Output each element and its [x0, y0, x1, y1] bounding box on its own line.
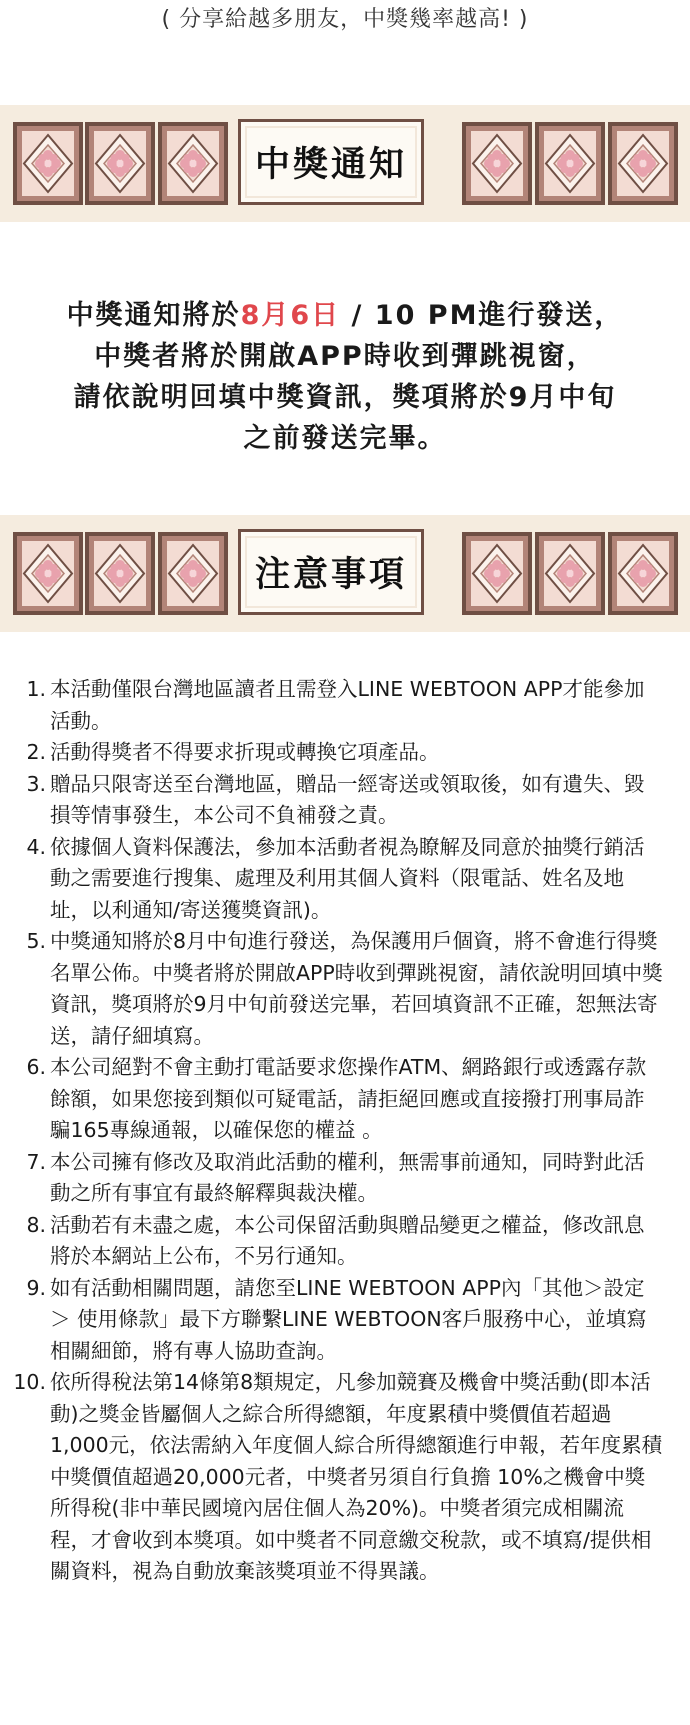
ornament-tile-icon: [84, 531, 156, 616]
ornament-tile-icon: [534, 531, 606, 616]
note-number: 7.: [26, 1149, 46, 1174]
winner-announcement: [0, 295, 690, 459]
note-text: 活動若有未盡之處，本公司保留活動與贈品變更之權益，修改訊息將於本網站上公布，不另行通知。: [50, 1212, 645, 1268]
banner-title-winner: 中獎通知: [238, 119, 424, 205]
note-number: 6.: [26, 1055, 46, 1079]
ornament-tile-icon: [157, 531, 229, 616]
note-number: 4.: [26, 834, 46, 859]
ornament-tile-icon: [534, 121, 606, 206]
note-text: 依據個人資料保護法，參加本活動者視為瞭解及同意於抽獎行銷活動之需要進行搜集、處理及利用其個人資料（限電話、姓名及地址，以利通知/寄送獲獎資訊)。: [50, 834, 645, 922]
notes-banner: [0, 515, 690, 632]
note-text: 本活動僅限台灣地區讀者且需登入LINE WEBTOON APP才能參加活動。: [50, 677, 645, 733]
note-item: [0, 1273, 690, 1368]
note-text: 如有活動相關問題，請您至LINE WEBTOON APP內「其他＞設定＞ 使用條款」最下方聯繫LINE WEBTOON客戶服務中心，並填寫相關細節，將有專人協助查詢。: [50, 1275, 647, 1363]
note-number: 5.: [26, 929, 46, 953]
note-item: [0, 832, 690, 927]
note-number: 3.: [26, 771, 46, 796]
note-item: [0, 926, 690, 1052]
announcement-date: 8月6日: [240, 300, 341, 331]
announcement-line-1: 中獎通知將於8月6日 / 10 PM進行發送，: [66, 300, 624, 331]
note-text: 贈品只限寄送至台灣地區，贈品一經寄送或領取後，如有遺失、毀損等情事發生，本公司不負補發之責。: [50, 771, 645, 827]
note-item: [0, 737, 690, 769]
ornament-tile-icon: [607, 121, 679, 206]
ornament-tile-icon: [12, 121, 84, 206]
note-item: [0, 674, 690, 737]
ornament-tile-icon: [461, 531, 533, 616]
note-text: 本公司絕對不會主動打電話要求您操作ATM、網路銀行或透露存款餘額，如果您接到類似可疑電話，請拒絕回應或直接撥打刑事局詐騙165專線通報，以確保您的權益 。: [50, 1055, 647, 1142]
note-text: 中獎通知將於8月中旬進行發送，為保護用戶個資，將不會進行得獎名單公佈。中獎者將於開啟APP時收到彈跳視窗，請依說明回填中獎資訊，獎項將於9月中旬前發送完畢，若回填資訊不正確，恕無法寄送，請仔細填寫。: [50, 929, 663, 1048]
note-text: 本公司擁有修改及取消此活動的權利，無需事前通知，同時對此活動之所有事宜有最終解釋與裁決權。: [50, 1149, 645, 1205]
ornament-tile-icon: [607, 531, 679, 616]
note-number: 10.: [13, 1370, 46, 1394]
note-text: 活動得獎者不得要求折現或轉換它項產品。: [50, 740, 440, 764]
announcement-line-2: 中獎者將於開啟APP時收到彈跳視窗，: [94, 341, 596, 372]
note-item: [0, 769, 690, 832]
ornament-tile-icon: [157, 121, 229, 206]
note-number: 1.: [26, 677, 46, 701]
share-note: ( 分享給越多朋友，中獎幾率越高! ): [161, 7, 529, 32]
announcement-line-3: 請依說明回填中獎資訊，獎項將於9月中旬: [73, 382, 617, 413]
note-number: 8.: [26, 1212, 46, 1237]
note-item: [0, 1147, 690, 1210]
note-item: [0, 1367, 690, 1588]
note-item: [0, 1210, 690, 1273]
note-number: 9.: [26, 1275, 46, 1300]
notes-list: [0, 674, 690, 1588]
ornament-tile-icon: [84, 121, 156, 206]
note-number: 2.: [26, 740, 46, 764]
ornament-tile-icon: [12, 531, 84, 616]
note-text: 依所得稅法第14條第8類規定，凡參加競賽及機會中獎活動(即本活動)之獎金皆屬個人之綜合所得總額，年度累積中獎價值若超過1,000元，依法需納入年度個人綜合所得總額進行申報，若年度累積中獎價值超過20,000元者，中獎者另須自行負擔 10%之機會中獎所得稅(非中華民國境內居住個人為20%)。中獎者須完成相關流程，才會收到本獎項。如中獎者不同意繳交稅款，或不填寫/提供相關資料，視為自動放棄該獎項並不得異議。: [50, 1370, 663, 1583]
banner-title-notes: 注意事項: [238, 529, 424, 615]
announcement-line-4: 之前發送完畢。: [243, 423, 447, 454]
ornament-tile-icon: [461, 121, 533, 206]
note-item: [0, 1052, 690, 1147]
winner-notice-banner: [0, 105, 690, 222]
